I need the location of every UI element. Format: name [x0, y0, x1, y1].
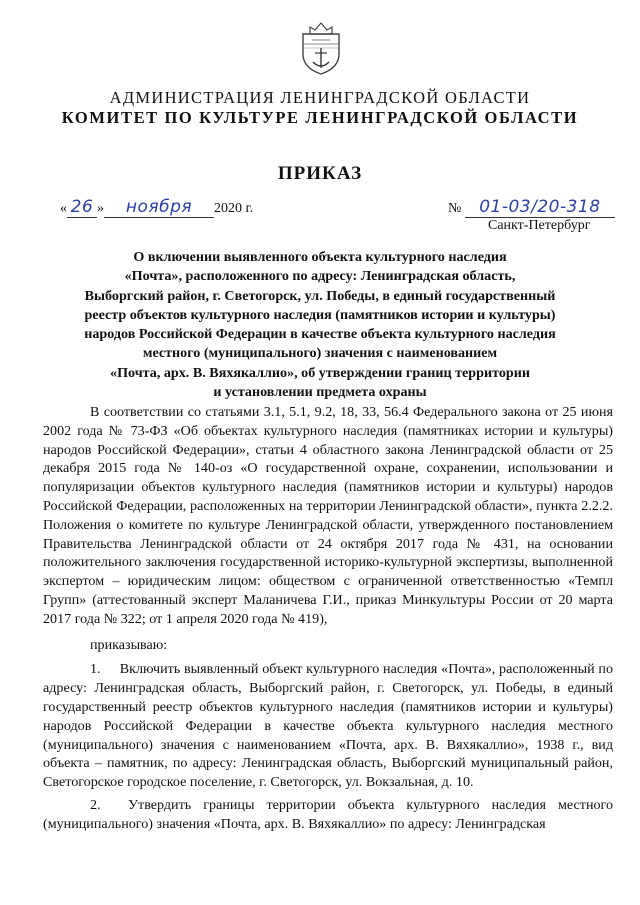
item-number: 1.	[90, 661, 101, 678]
city: Санкт-Петербург	[488, 218, 591, 233]
item-number: 2.	[90, 796, 101, 813]
item-text: Утвердить границы территории объекта культурного наследия местного (муниципального) значения «Почта, арх. В. Вяхякаллио» по адресу: Ленинградская	[43, 796, 614, 832]
title-line: реестр объектов культурного наследия (памятников истории и культуры)	[84, 306, 556, 323]
date-quote-close: »	[97, 201, 104, 216]
date-quote-open: «	[60, 201, 67, 216]
item-text: Включить выявленный объект культурного наследия «Почта», расположенный по адресу: Ленинградская область, Выборгский район, г. Светогорск, ул. Победы, в единый государственный реестр объектов культурного наследия (памятников истории и культуры) народов Российской Федерации в качестве объекта культурного наследия местного (муниципального) значения с наименованием «Почта, арх. В. Вяхякаллио», 1938 г., вид объекта – памятник, по адресу: Ленинградская область, Выборгский муниципальный район, Светогорское городское поселение, г. Светогорск, ул. Вокзальная, д. 10.	[43, 661, 613, 791]
number-prefix: №	[448, 201, 462, 216]
title-line: Выборгский район, г. Светогорск, ул. Победы, в единый государственный	[84, 287, 556, 304]
order-item-1	[43, 660, 613, 792]
title-line: О включении выявленного объекта культурного наследия	[133, 249, 507, 265]
number-value: 01-03/20-318	[465, 197, 615, 218]
date-day: 26	[67, 197, 97, 218]
coat-of-arms-icon	[298, 18, 344, 76]
order-date	[60, 197, 253, 218]
date-month: ноября	[104, 197, 214, 218]
administration-name: АДМИНИСТРАЦИЯ ЛЕНИНГРАДСКОЙ ОБЛАСТИ	[109, 88, 531, 107]
title-line: и установлении предмета охраны	[213, 384, 427, 401]
preamble-paragraph: В соответствии со статьями 3.1, 5.1, 9.2, 18, 33, 56.4 Федерального закона от 25 июня 2002 года № 73-ФЗ «Об объектах культурного наследия (памятниках истории и культуры) народов Российской Федерации», статьи 4 областного закона Ленинградской области от 25 декабря 2015 года № 140-оз «О государственной охране, сохранении, использовании и популяризации объектов культурного наследия (памятников истории и культуры) народов Российской Федерации, расположенных на территории Ленинградской области», пункта 2.2.2. Положения о комитете по культуре Ленинградской области, утвержденного постановлением Правительства Ленинградской области от 24 октября 2017 года № 431, на основании положительного заключения государственной историко-культурной экспертизы, выполненной экспертом – юридическим лицом: обществом с ограниченной ответственностью «Темпл Групп» (аттестованный эксперт Маланичева Г.И., приказ Минкультуры России от 20 марта 2017 года № 322; от 1 апреля 2020 года № 419),	[43, 404, 613, 627]
order-title	[55, 248, 585, 402]
title-line: «Почта», расположенного по адресу: Ленинградская область,	[124, 268, 516, 285]
order-item-2	[43, 796, 613, 834]
date-year: 2020 г.	[214, 201, 254, 216]
committee-name: КОМИТЕТ ПО КУЛЬТУРЕ ЛЕНИНГРАДСКОЙ ОБЛАСТИ	[61, 108, 579, 127]
order-word: приказываю:	[90, 636, 168, 653]
document-type: ПРИКАЗ	[277, 163, 363, 184]
title-line: местного (муниципального) значения с наименованием	[142, 345, 498, 362]
order-body	[43, 403, 613, 838]
title-line: «Почта, арх. В. Вяхякаллио», об утверждении границ территории	[110, 364, 530, 381]
title-line: народов Российской Федерации в качестве объекта культурного наследия	[84, 326, 556, 343]
order-number	[448, 197, 615, 218]
